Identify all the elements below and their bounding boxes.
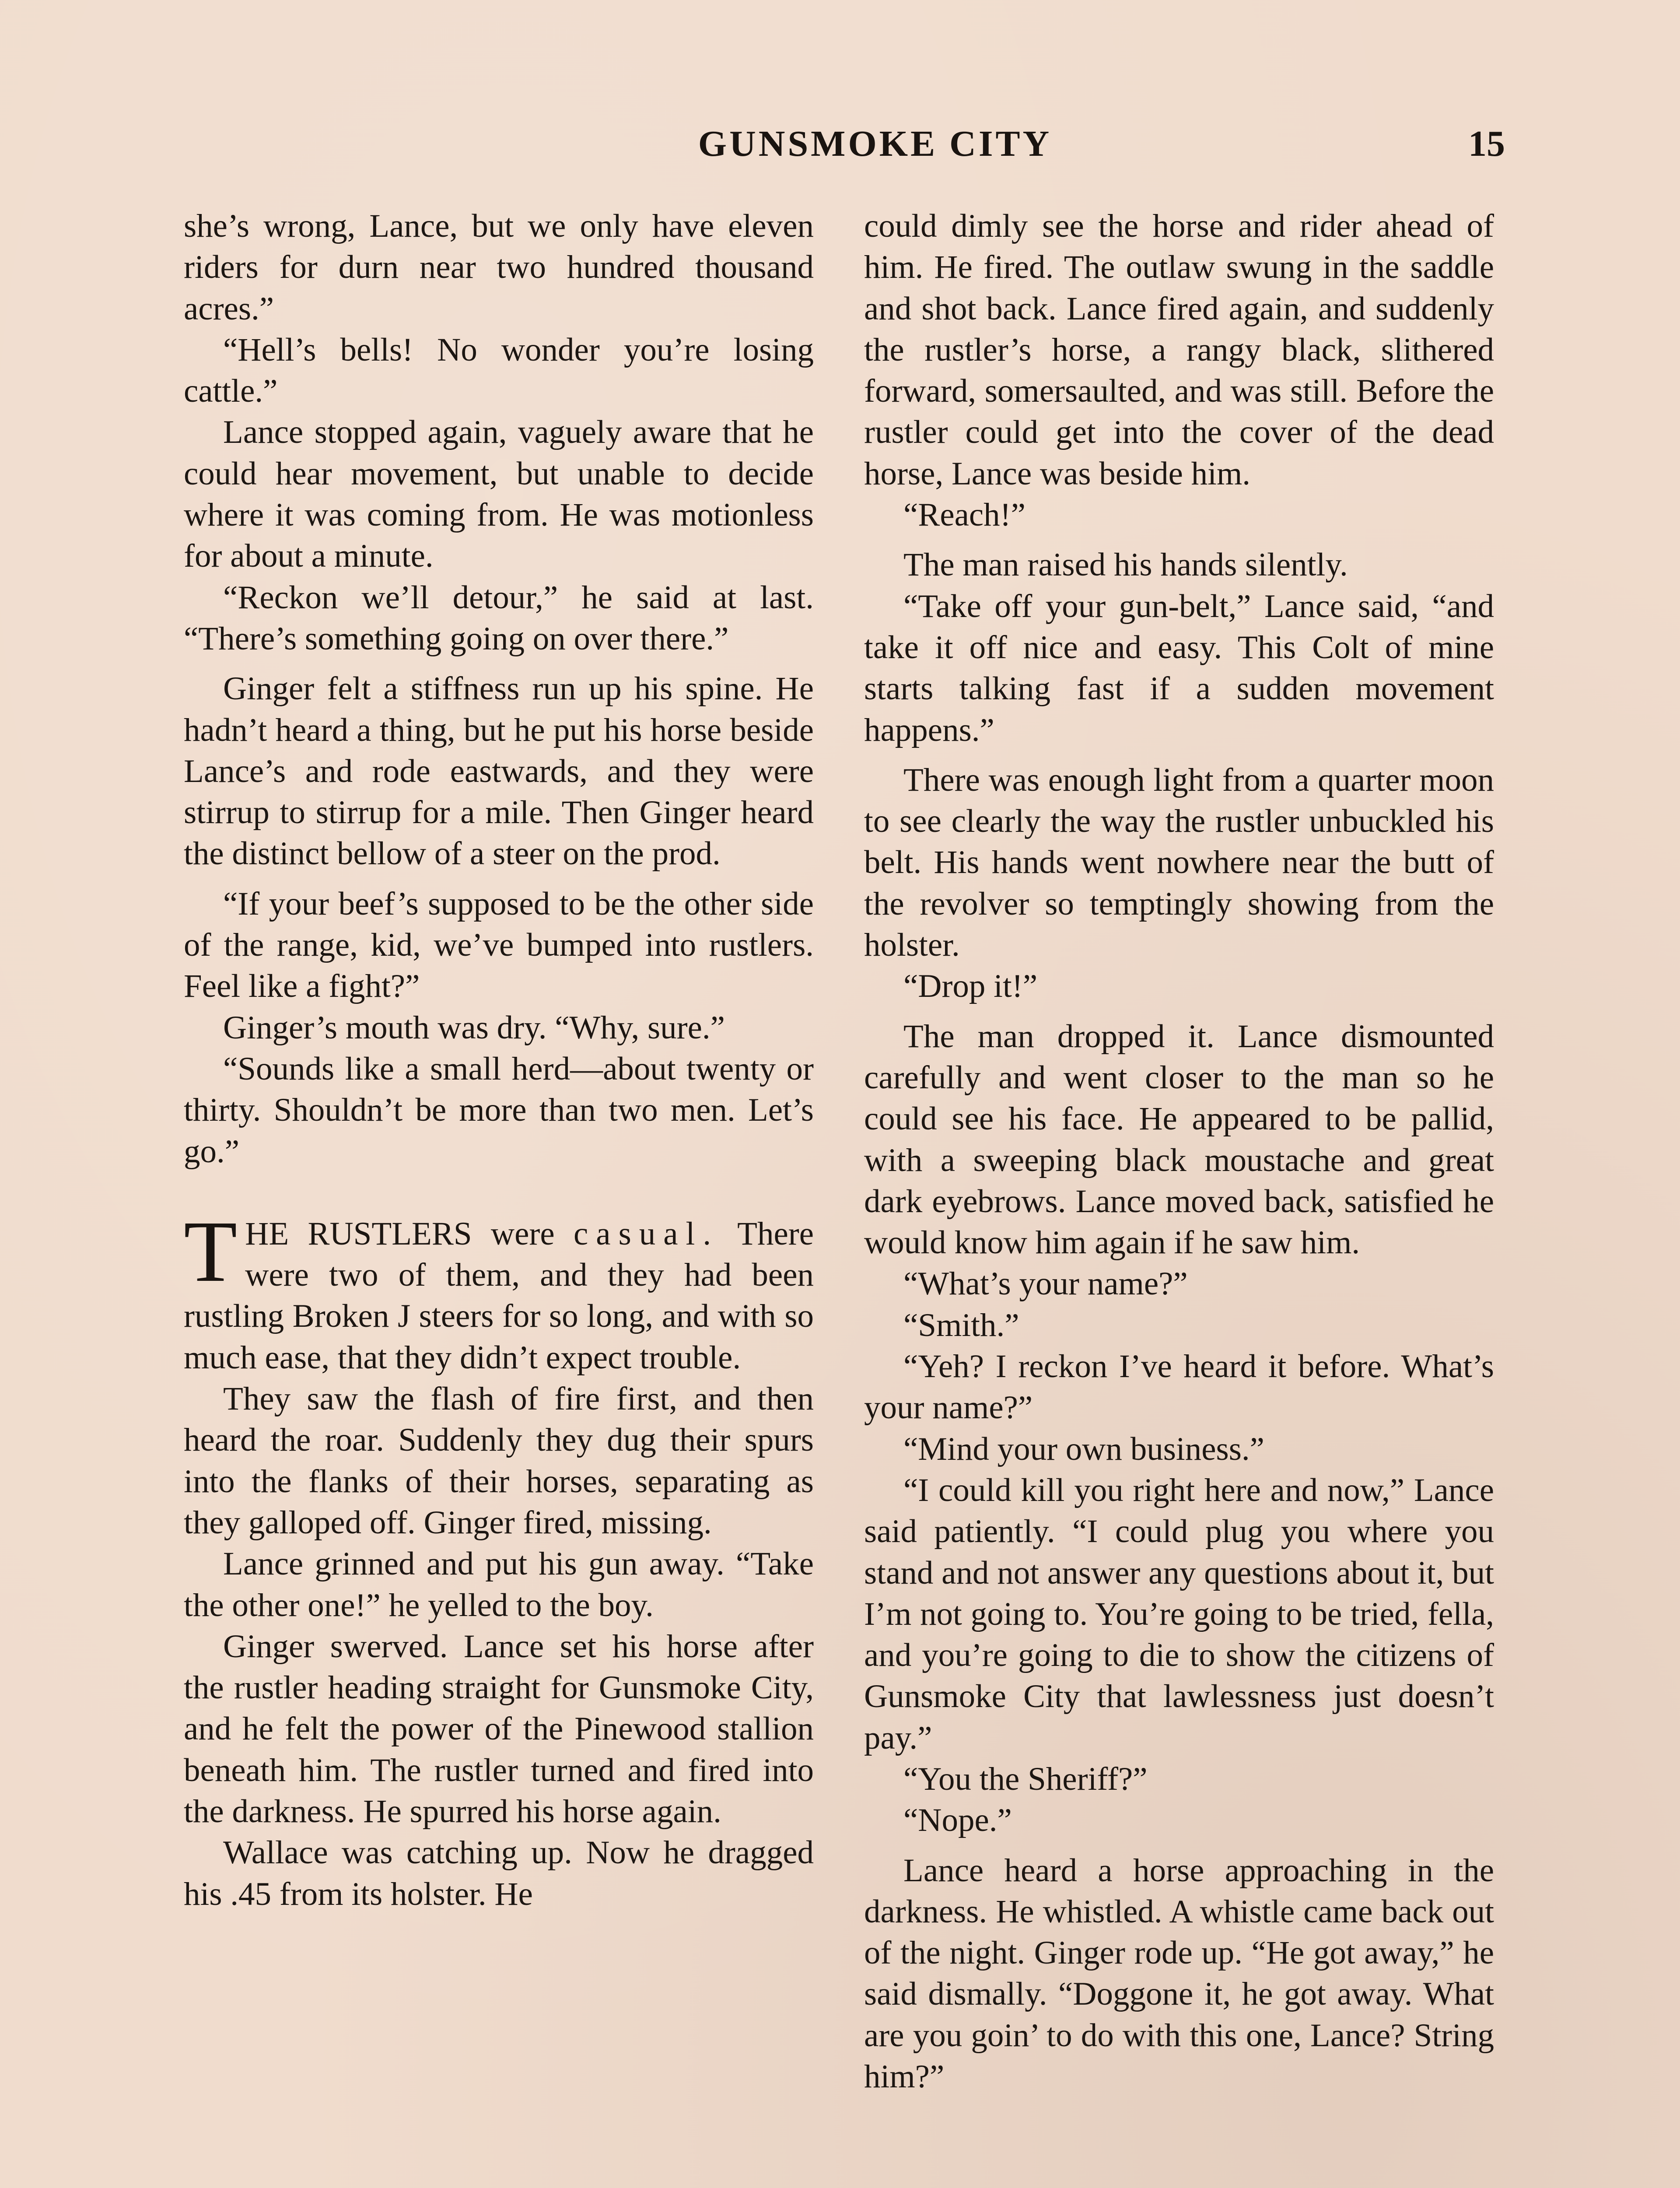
paragraph: Wallace was catching up. Now he dragged his .45 from its holster. He (184, 1834, 814, 1912)
paragraph: “What’s your name?” (903, 1266, 1188, 1302)
paragraph: They saw the flash of fire first, and then heard the roar. Suddenly they dug their spurs into the flanks of their horses, separating as they galloped off. Ginger fired, missing. (184, 1381, 814, 1541)
paragraph: “Take off your gun-belt,” Lance said, “and take it off nice and easy. This Colt of mine starts talking fast if a sudden movement happens.” (864, 588, 1494, 748)
section-lead-in-rest: There were two of them, and they had been rustling Broken J steers for so long, and with so much ease, that they didn’t expect trouble. (184, 1215, 814, 1376)
paragraph: Ginger felt a stiffness run up his spine. He hadn’t heard a thing, but he put his horse beside Lance’s and rode eastwards, and they were stirrup to stirrup for a mile. Then Ginger heard the distinct bellow of a steer on the prod. (184, 670, 814, 872)
paragraph: The man dropped it. Lance dismounted carefully and went closer to the man so he could see his face. He appeared to be pallid, with a sweeping black moustache and great dark eyebrows. Lance moved back, satisfied he would know him again if he saw him. (864, 1018, 1494, 1261)
paragraph: “Sounds like a small herd—about twenty or thirty. Shouldn’t be more than two men. Let’s go.” (184, 1050, 814, 1170)
section-lead-in-spaced: casual. (574, 1215, 719, 1252)
paragraph: could dimly see the horse and rider ahead of him. He fired. The outlaw swung in the saddle and shot back. Lance fired again, and suddenly the rustler’s horse, a rangy black, slithered forward, somersaulted, and was still. Before the rustler could get into the cover of the dead horse, Lance was beside him. (864, 208, 1494, 492)
paragraph: “Nope.” (903, 1802, 1012, 1839)
paragraph: Lance stopped again, vaguely aware that he could hear movement, but unable to decide where it was coming from. He was motionless for about a minute. (184, 414, 814, 575)
paragraph: Lance heard a horse approaching in the darkness. He whistled. A whistle came back out of the night. Ginger rode up. “He got away,” he said dismally. “Doggone it, he got away. What are you goin’ to do with this one, Lance? String him?” (864, 1852, 1494, 2095)
paragraph: Ginger’s mouth was dry. “Why, sure.” (223, 1009, 725, 1046)
paragraph: “I could kill you right here and now,” Lance said patiently. “I could plug you where you stand and not answer any questions about it, but I’m not going to. You’re going to be tried, fella, and you’re going to die to show the citizens of Gunsmoke City that lawlessness just doesn’t pay.” (864, 1472, 1494, 1756)
paragraph: “If your beef’s supposed to be the other side of the range, kid, we’ve bumped into rustlers. Feel like a fight?” (184, 885, 814, 1005)
paragraph: The man raised his hands silently. (903, 547, 1348, 583)
paragraph: Lance grinned and put his gun away. “Take the other one!” he yelled to the boy. (184, 1546, 814, 1623)
paragraph: “You the Sheriff?” (903, 1760, 1148, 1797)
section-opening-paragraph (184, 1203, 814, 1378)
drop-cap: T (184, 1203, 238, 1300)
paragraph: “Hell’s bells! No wonder you’re losing cattle.” (184, 331, 814, 410)
right-column (864, 206, 1494, 2097)
running-title: GUNSMOKE CITY (698, 123, 1052, 164)
left-column (184, 206, 814, 1915)
section-lead-in: HE RUSTLERS were (245, 1215, 555, 1252)
paragraph: “Drop it!” (903, 968, 1038, 1005)
paragraph: “Reach!” (903, 497, 1026, 533)
paragraph: “Yeh? I reckon I’ve heard it before. What’s your name?” (864, 1348, 1494, 1426)
paragraph: she’s wrong, Lance, but we only have eleven riders for durn near two hundred thousand acres.” (184, 208, 814, 327)
paragraph: “Smith.” (903, 1307, 1019, 1343)
paragraph: “Mind your own business.” (903, 1431, 1264, 1467)
paragraph: Ginger swerved. Lance set his horse after the rustler heading straight for Gunsmoke City, and he felt the power of the Pinewood stallion beneath him. The rustler turned and fired into the darkness. He spurred his horse again. (184, 1628, 814, 1830)
paragraph: There was enough light from a quarter moon to see clearly the way the rustler unbuckled his belt. His hands went nowhere near the butt of the revolver so temptingly showing from the holster. (864, 761, 1494, 964)
page-number: 15 (1468, 123, 1505, 164)
paragraph: “Reckon we’ll detour,” he said at last. “There’s something going on over there.” (184, 579, 814, 657)
